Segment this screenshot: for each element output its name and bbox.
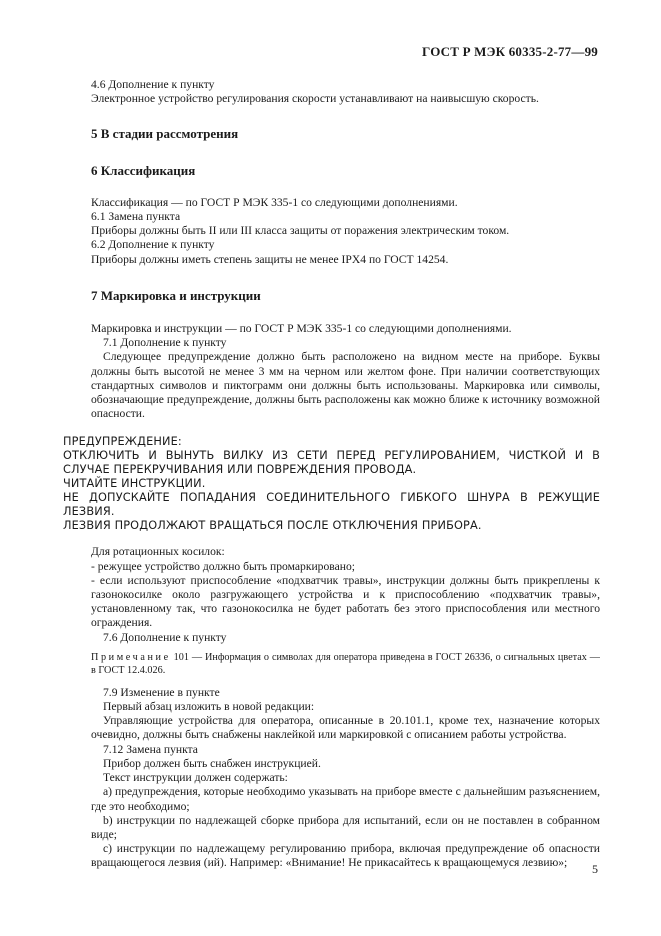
clause-7-9-text-2: Управляющие устройства для оператора, описанные в 20.101.1, кроме тех, назначение которых очевидно, должны быть снабжены наклейкой или маркировкой с описанием работы устройства. — [91, 714, 600, 742]
note-101 — [91, 651, 600, 677]
clause-7-1-text: Следующее предупреждение должно быть расположено на видном месте на приборе. Буквы должны быть высотой не менее 3 мм на черном или желтом фоне. При наличии соответствующих стандартных символов и пиктограмм они должны быть использованы. Маркировка или символы, обозначающие предупреждение, должны быть расположены как можно ближе к источнику возможной опасности. — [91, 350, 600, 421]
warning-title: ПРЕДУПРЕЖДЕНИЕ: — [63, 435, 182, 449]
clause-7-12-text-2: Текст инструкции должен содержать: — [103, 771, 288, 785]
warning-line-read-instructions: ЧИТАЙТЕ ИНСТРУКЦИИ. — [63, 477, 206, 491]
clause-7-9-text-1: Первый абзац изложить в новой редакции: — [103, 700, 315, 714]
clause-4-6-text: Электронное устройство регулирования скорости устанавливают на наивысшую скорость. — [91, 92, 539, 106]
clause-7-1-title: 7.1 Дополнение к пункту — [103, 336, 227, 350]
warning-line-cord: НЕ ДОПУСКАЙТЕ ПОПАДАНИЯ СОЕДИНИТЕЛЬНОГО ГИБКОГО ШНУРА В РЕЖУЩИЕ ЛЕЗВИЯ. — [63, 491, 600, 519]
clause-7-6-title: 7.6 Дополнение к пункту — [103, 630, 227, 644]
page-number: 5 — [592, 862, 598, 876]
clause-4-6-title: 4.6 Дополнение к пункту — [91, 78, 215, 91]
clause-6-2-title: 6.2 Дополнение к пункту — [91, 238, 215, 252]
section-6-heading: 6 Классификация — [91, 162, 196, 178]
note-lead: Примечание — [91, 651, 171, 663]
clause-7-9-block — [91, 686, 600, 871]
clause-6-1-title: 6.1 Замена пункта — [91, 210, 181, 224]
clause-7-9-title: 7.9 Изменение в пункте — [103, 685, 220, 699]
clause-7-12-item-b: b) инструкции по надлежащей сборке прибора для испытаний, если он не поставлен в собранном виде; — [91, 813, 600, 841]
rotary-bullet-2: - если используют приспособление «подхватчик травы», инструкции должны быть прикреплены к газонокосилке около разгружающего устройства и к приспособлению «подхватчик травы», установленному так, что газонокосилка не будет работать без этого приспособления или местного ограждения. — [91, 573, 600, 630]
clause-7-12-text-1: Прибор должен быть снабжен инструкцией. — [103, 756, 321, 770]
clause-7-12-item-c: с) инструкции по надлежащему регулированию прибора, включая предупреждение об опасности вращающегося лезвия (ий). Например: «Внимание! Не прикасайтесь к вращающемуся лезвию»; — [91, 842, 600, 870]
warning-line-blades: ЛЕЗВИЯ ПРОДОЛЖАЮТ ВРАЩАТЬСЯ ПОСЛЕ ОТКЛЮЧЕНИЯ ПРИБОРА. — [63, 519, 482, 533]
clause-7-12-title: 7.12 Замена пункта — [103, 742, 198, 756]
warning-line-disconnect: ОТКЛЮЧИТЬ И ВЫНУТЬ ВИЛКУ ИЗ СЕТИ ПЕРЕД РЕГУЛИРОВАНИЕМ, ЧИСТКОЙ И В СЛУЧАЕ ПЕРЕКРУЧИВАНИЯ ИЛИ ПОВРЕЖДЕНИЯ ПРОВОДА. — [63, 449, 600, 477]
section-6-intro: Классификация — по ГОСТ Р МЭК 335-1 со следующими дополнениями. — [91, 195, 458, 209]
section-7-intro: Маркировка и инструкции — по ГОСТ Р МЭК 335-1 со следующими дополнениями. — [91, 322, 512, 336]
rotary-bullet-1: - режущее устройство должно быть промаркировано; — [91, 559, 355, 573]
standard-code-header: ГОСТ Р МЭК 60335-2-77—99 — [422, 44, 598, 59]
section-7-heading: 7 Маркировка и инструкции — [91, 287, 261, 303]
clause-7-12-item-a: а) предупреждения, которые необходимо указывать на приборе вместе с дальнейшим разъяснением, где это необходимо; — [91, 785, 600, 813]
clause-6-1-text: Приборы должны быть II или III класса защиты от поражения электрическим током. — [91, 224, 510, 238]
rotary-intro: Для ротационных косилок: — [91, 545, 225, 559]
clause-6-2-text: Приборы должны иметь степень защиты не менее IPX4 по ГОСТ 14254. — [91, 252, 449, 266]
warning-block — [63, 435, 600, 533]
rotary-mowers-block — [91, 545, 600, 644]
section-5-heading: 5 В стадии рассмотрения — [91, 126, 239, 142]
note-text: 101 — Информация о символах для оператора приведена в ГОСТ 26336, о сигнальных цветах — в ГОСТ 12.4.026. — [91, 651, 600, 676]
document-body — [63, 78, 600, 871]
